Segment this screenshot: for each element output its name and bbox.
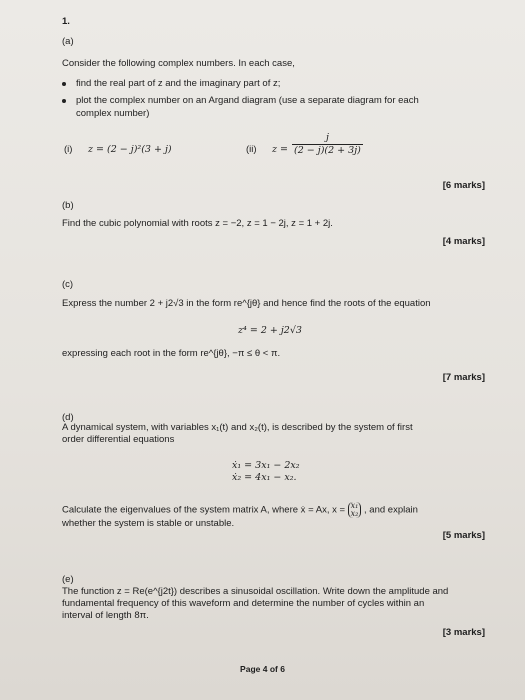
part-b-text: Find the cubic polynomial with roots z = −2, z = 1 − 2j, z = 1 + 2j.: [62, 218, 333, 229]
part-c-equation: z⁴ = 2 + j2√3: [238, 325, 302, 336]
part-a-i-expression: z = (2 − j)²(3 + j): [88, 144, 172, 155]
part-c-text: Express the number 2 + j2√3 in the form re^{jθ} and hence find the roots of the equation: [62, 298, 431, 309]
part-e-line3: interval of length 8π.: [62, 610, 149, 621]
part-d-calc-post: , and explain: [364, 504, 418, 516]
part-b-label: (b): [62, 200, 74, 211]
part-d-calc-line: [62, 502, 418, 518]
part-a-marks: [6 marks]: [442, 180, 485, 191]
part-d-equation-2: ẋ₂ = 4x₁ − x₂.: [232, 472, 297, 483]
part-c-label: (c): [62, 279, 74, 290]
part-a-ii-label: (ii): [246, 144, 257, 155]
state-vector: x₁ x₂: [348, 502, 362, 518]
question-number: 1.: [62, 16, 70, 27]
part-a-bullet-1: find the real part of z and the imaginary part of z;: [76, 78, 280, 90]
part-d-line4: whether the system is stable or unstable.: [62, 518, 235, 529]
part-e-line2: fundamental frequency of this waveform and determine the number of cycles within an: [62, 598, 425, 609]
part-c-marks: [7 marks]: [442, 372, 485, 383]
bullet-dot-icon: [62, 82, 66, 86]
part-d-marks: [5 marks]: [442, 530, 485, 541]
part-a-label: (a): [62, 36, 74, 47]
part-d-line1: A dynamical system, with variables x₁(t) and x₂(t), is described by the system of first: [62, 422, 413, 433]
part-a-ii-fraction: [292, 132, 363, 157]
page-footer: Page 4 of 6: [240, 664, 285, 674]
part-a-ii-lhs: z =: [272, 144, 288, 155]
part-a-i-label: (i): [64, 144, 73, 155]
part-a-intro: Consider the following complex numbers. In each case,: [62, 58, 295, 69]
part-e-label: (e): [62, 574, 74, 585]
part-d-equation-1: ẋ₁ = 3x₁ − 2x₂: [232, 460, 300, 471]
part-a-bullet-2: plot the complex number on an Argand diagram (use a separate diagram for each: [76, 95, 419, 107]
part-e-line1: The function z = Re(e^{j2t}) describes a sinusoidal oscillation. Write down the amplitude and: [62, 586, 449, 597]
part-b-marks: [4 marks]: [442, 236, 485, 247]
part-d-label: (d): [62, 412, 74, 423]
bullet-dot-icon: [62, 99, 66, 103]
part-a-bullet-2-cont: complex number): [76, 108, 150, 119]
fraction-denominator: (2 − j)(2 + 3j): [294, 145, 361, 156]
part-d-line2: order differential equations: [62, 434, 175, 445]
fraction-numerator: j: [292, 132, 363, 145]
part-c-text2: expressing each root in the form re^{jθ}, −π ≤ θ < π.: [62, 348, 281, 359]
part-e-marks: [3 marks]: [442, 627, 485, 638]
part-d-calc-pre: Calculate the eigenvalues of the system matrix A, where ẋ = Ax, x =: [62, 504, 346, 516]
